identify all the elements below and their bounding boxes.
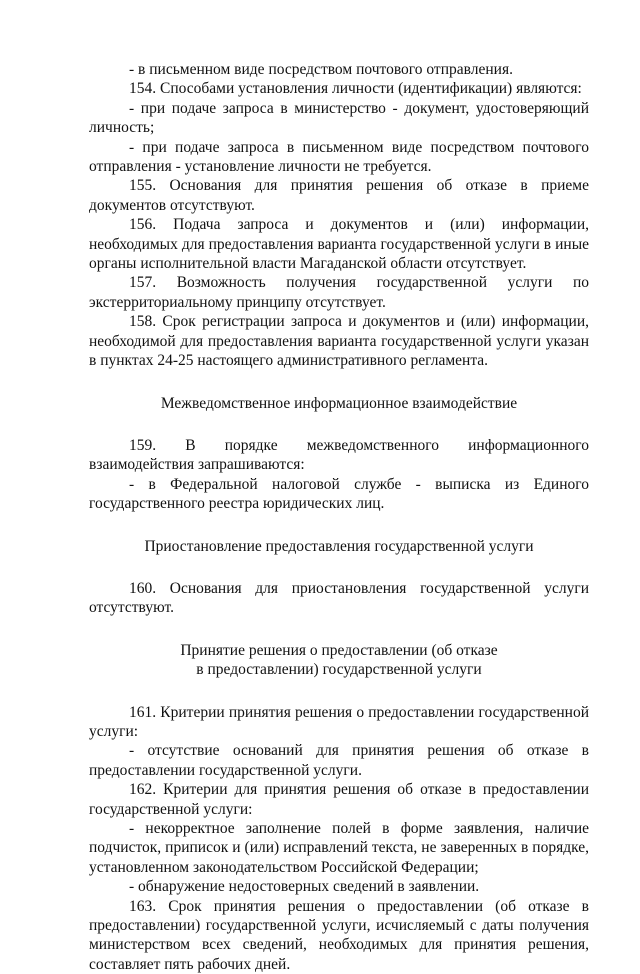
paragraph-155: 155. Основания для принятия решения об отказе в приеме документов отсутствуют. xyxy=(89,177,589,214)
section-heading-interagency: Межведомственное информационное взаимодействие xyxy=(160,394,518,412)
paragraph-157: 157. Возможность получения государственной услуги по экстерриториальному принципу отсутствует. xyxy=(89,274,589,311)
section-heading-suspension: Приостановление предоставления государственной услуги xyxy=(144,537,534,555)
paragraph-154-item-2: - при подаче запроса в письменном виде посредством почтового отправления - установление личности не требуется. xyxy=(89,138,589,176)
paragraph-161-item-1: - отсутствие оснований для принятия решения об отказе в предоставлении государственной услуги. xyxy=(89,742,589,779)
paragraph-162-item-1: - некорректное заполнение полей в форме заявления, наличие подчисток, приписок и (или) исправлений текста, не заверенных в порядке, установленном законодательством Российской Федерации; xyxy=(89,820,589,876)
paragraph-162-item-2: - обнаружение недостоверных сведений в заявлении. xyxy=(129,878,480,896)
paragraph-156: 156. Подача запроса и документов и (или) информации, необходимых для предоставления варианта государственной услуги в иные органы исполнительной власти Магаданской области отсутствует. xyxy=(89,216,589,273)
paragraph-159-item-1: - в Федеральной налоговой службе - выписка из Единого государственного реестра юридических лиц. xyxy=(89,475,589,513)
paragraph-163: 163. Срок принятия решения о предоставлении (об отказе в предоставлении) государственной услуги, исчисляемый с даты получения министерством всех сведений, необходимых для принятия решения, составляет пять рабочих дней. xyxy=(89,897,589,973)
paragraph-postal: - в письменном виде посредством почтового отправления. xyxy=(129,61,513,78)
paragraph-160: 160. Основания для приостановления государственной услуги отсутствуют. xyxy=(89,579,589,617)
paragraph-159: 159. В порядке межведомственного информационного взаимодействия запрашиваются: xyxy=(89,436,589,474)
paragraph-158: 158. Срок регистрации запроса и документов и (или) информации, необходимой для предоставления варианта государственной услуги указан в пунктах 24-25 настоящего административного регламента. xyxy=(89,313,589,370)
section-heading-decision-line-1: Принятие решения о предоставлении (об отказе xyxy=(180,641,498,659)
paragraph-154-item-1: - при подаче запроса в министерство - документ, удостоверяющий личность; xyxy=(89,99,589,137)
paragraph-161: 161. Критерии принятия решения о предоставлении государственной услуги: xyxy=(89,703,589,740)
section-heading-decision-line-2: в предоставлении) государственной услуги xyxy=(196,661,482,679)
document-page xyxy=(89,60,589,974)
paragraph-154: 154. Способами установления личности (идентификации) являются: xyxy=(129,80,582,98)
paragraph-162: 162. Критерии для принятия решения об отказе в предоставлении государственной услуги: xyxy=(89,781,589,818)
